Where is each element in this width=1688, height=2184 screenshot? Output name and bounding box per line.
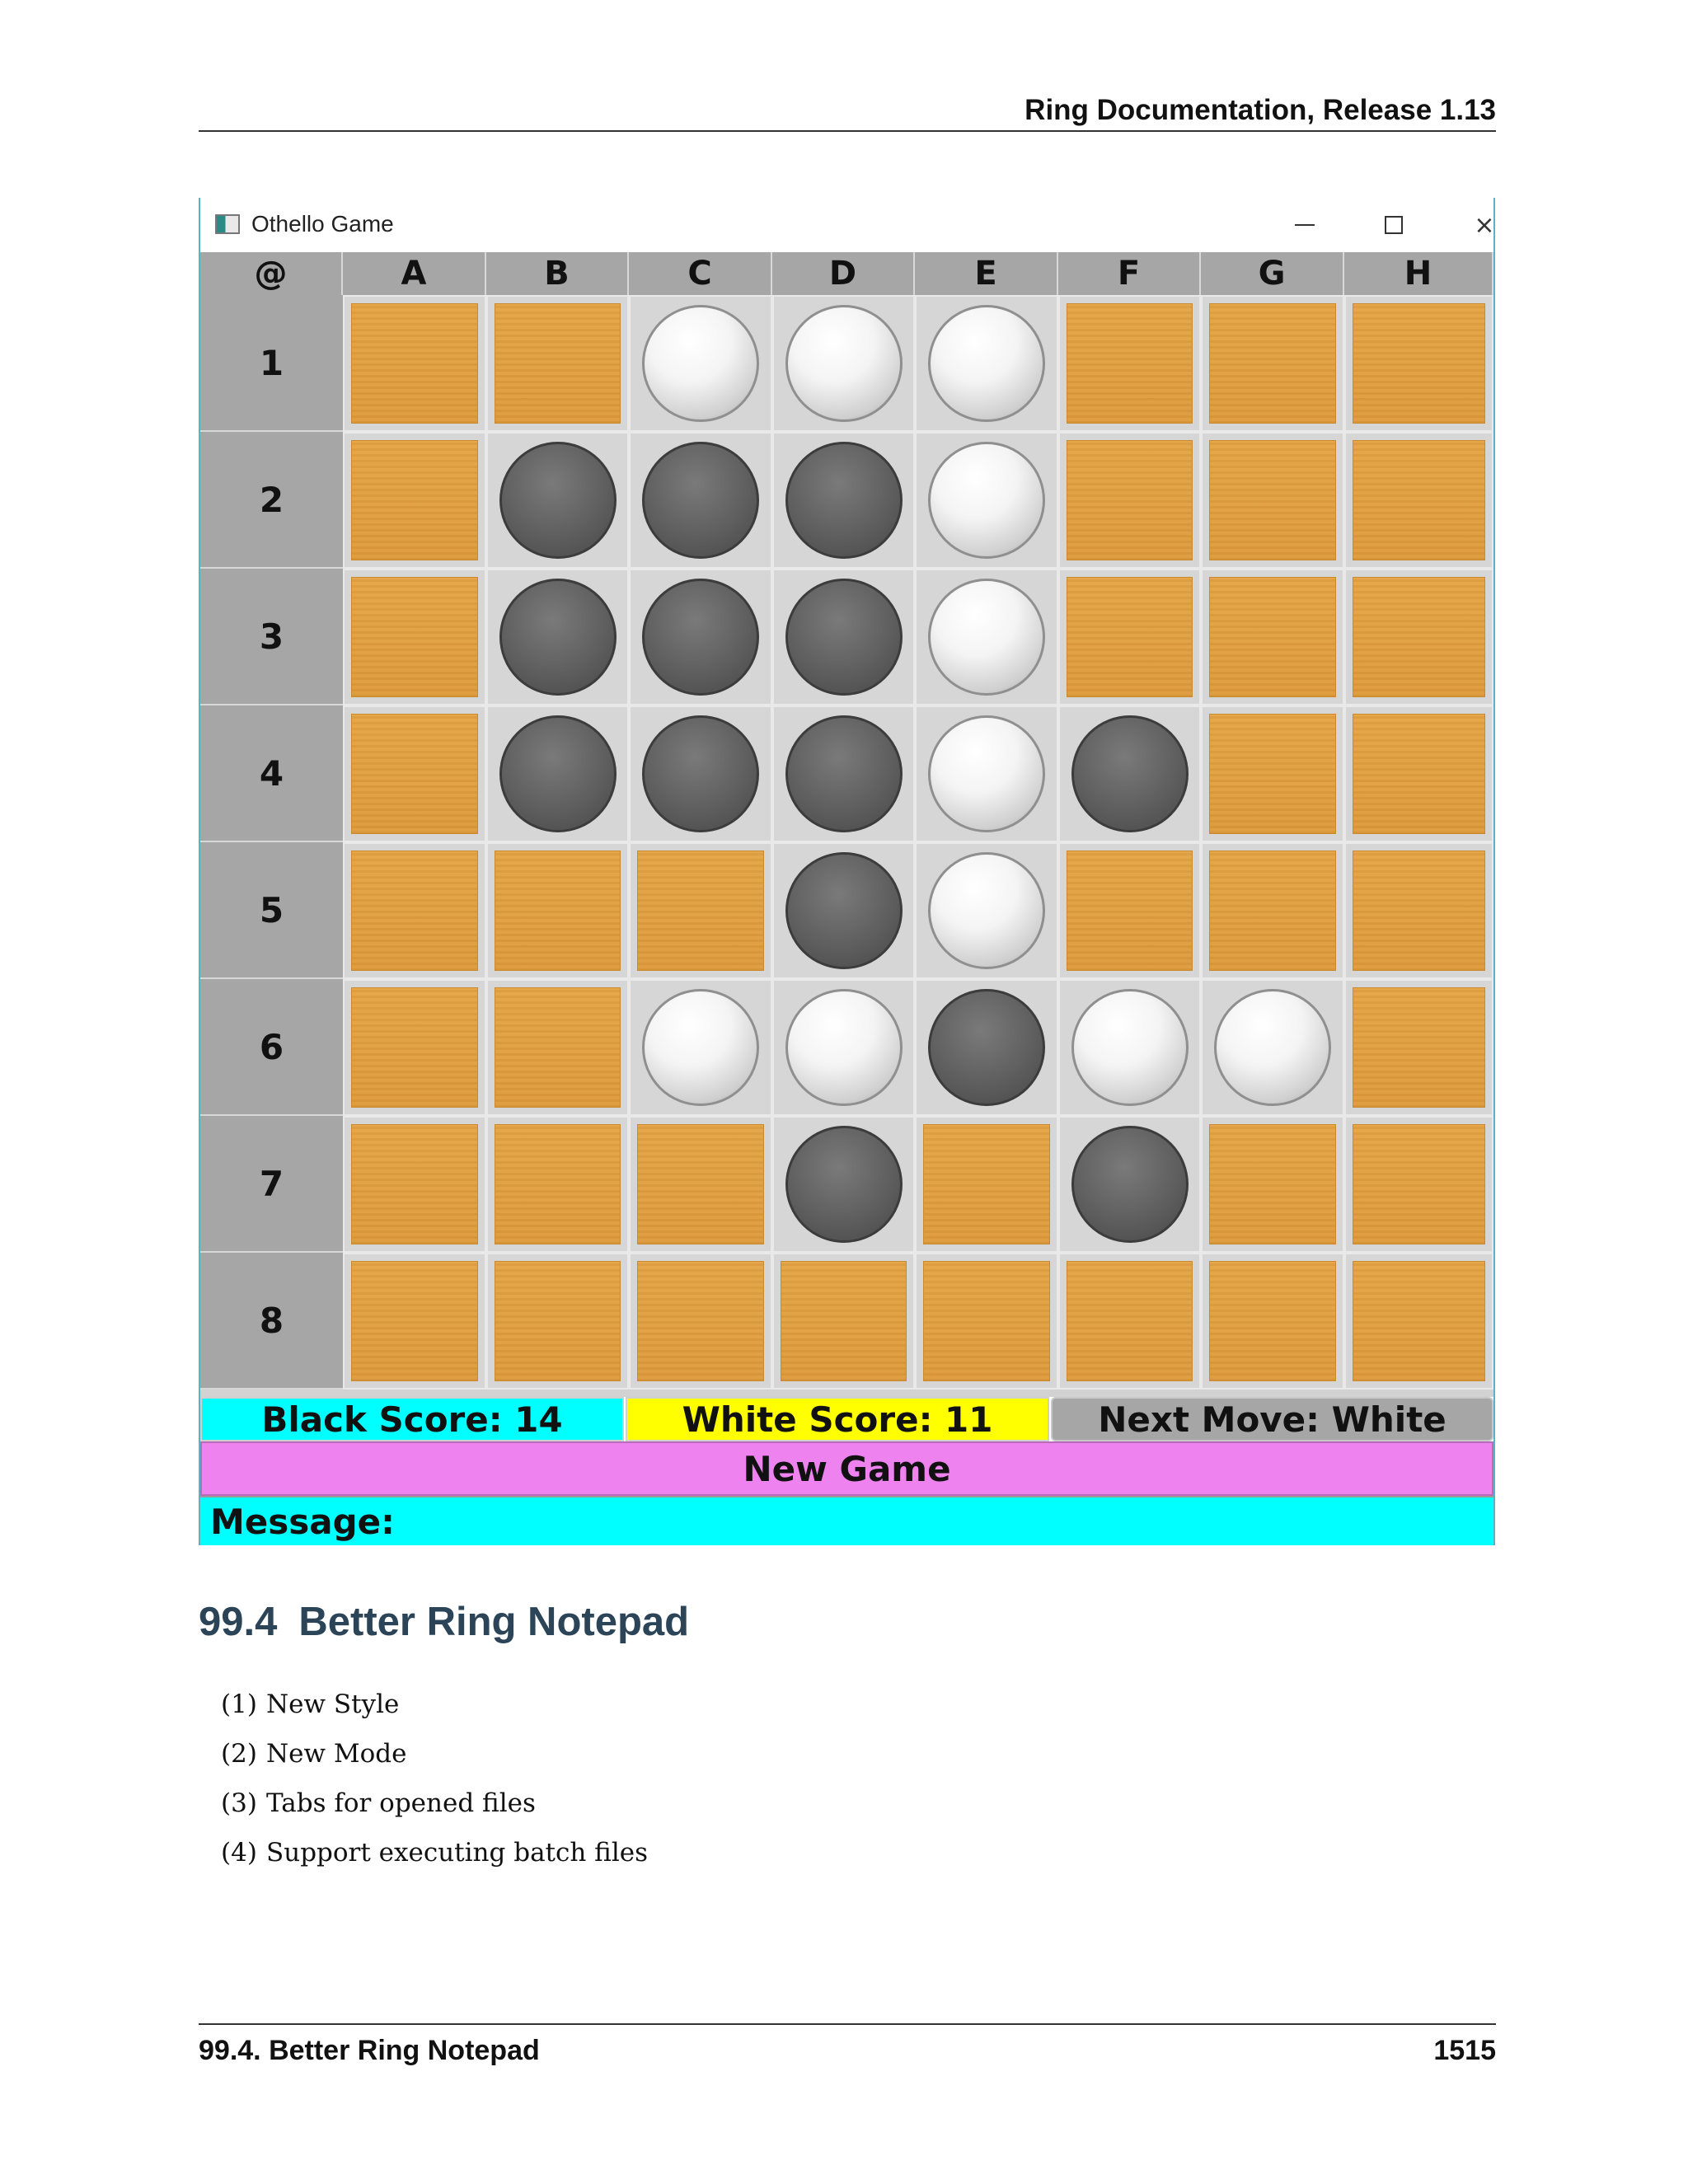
board-cell-e5[interactable] — [915, 842, 1058, 979]
row-header-2: 2 — [200, 432, 343, 569]
empty-square — [1353, 1124, 1485, 1244]
window-titlebar[interactable] — [200, 198, 1493, 252]
empty-square — [495, 851, 621, 971]
empty-square — [781, 1261, 907, 1381]
corner-header: @ — [200, 252, 343, 295]
empty-square — [1353, 303, 1485, 424]
empty-square — [495, 987, 621, 1108]
column-header-e: E — [915, 252, 1058, 295]
board-cell-f7[interactable] — [1058, 1116, 1201, 1253]
black-disc — [785, 715, 903, 832]
column-header-h: H — [1344, 252, 1493, 295]
list-item-text: New Style — [266, 1690, 400, 1719]
empty-square — [923, 1261, 1050, 1381]
column-header-g: G — [1201, 252, 1344, 295]
empty-square — [1209, 714, 1336, 834]
empty-square — [637, 851, 764, 971]
board-cell-g3[interactable] — [1201, 569, 1344, 705]
empty-square — [351, 714, 478, 834]
black-disc — [499, 715, 617, 832]
empty-square — [495, 1261, 621, 1381]
new-game-button[interactable]: New Game — [200, 1441, 1493, 1496]
app-window-icon — [215, 214, 240, 234]
board-cell-h2[interactable] — [1344, 432, 1493, 569]
board-cell-d8[interactable] — [772, 1253, 915, 1390]
board-cell-d6[interactable] — [772, 979, 915, 1116]
minimize-icon — [1295, 224, 1315, 226]
empty-square — [637, 1124, 764, 1244]
board-cell-c3[interactable] — [629, 569, 772, 705]
empty-square — [1067, 440, 1193, 560]
board-cell-g8[interactable] — [1201, 1253, 1344, 1390]
empty-square — [495, 303, 621, 424]
column-header-c: C — [629, 252, 772, 295]
board-cell-h4[interactable] — [1344, 705, 1493, 842]
list-item-text: Support executing batch files — [266, 1838, 649, 1868]
board-cell-e8[interactable] — [915, 1253, 1058, 1390]
board-cell-c7[interactable] — [629, 1116, 772, 1253]
minimize-button[interactable] — [1264, 198, 1346, 252]
board-cell-f4[interactable] — [1058, 705, 1201, 842]
board-cell-b4[interactable] — [486, 705, 629, 842]
feature-list — [221, 1690, 648, 1887]
black-disc — [785, 1126, 903, 1243]
board-cell-c2[interactable] — [629, 432, 772, 569]
running-footer — [199, 2023, 1496, 2074]
close-icon: × — [1474, 210, 1495, 240]
black-disc — [642, 579, 759, 696]
black-disc — [928, 989, 1045, 1106]
white-disc — [642, 989, 759, 1106]
empty-square — [1209, 851, 1336, 971]
window-title: Othello Game — [251, 211, 394, 237]
list-item-number: (3) — [221, 1788, 257, 1818]
row-header-4: 4 — [200, 705, 343, 842]
board-cell-e3[interactable] — [915, 569, 1058, 705]
white-disc — [1071, 989, 1189, 1106]
board-cell-f8[interactable] — [1058, 1253, 1201, 1390]
row-header-1: 1 — [200, 295, 343, 432]
board-cell-d3[interactable] — [772, 569, 915, 705]
black-disc — [785, 852, 903, 969]
board-cell-a1[interactable] — [343, 295, 486, 432]
close-button[interactable] — [1443, 198, 1526, 252]
empty-square — [1209, 577, 1336, 697]
empty-square — [1353, 1261, 1485, 1381]
board-cell-f3[interactable] — [1058, 569, 1201, 705]
empty-square — [1209, 1261, 1336, 1381]
list-item-text: Tabs for opened files — [266, 1788, 536, 1818]
page-number: 1515 — [1433, 2035, 1496, 2066]
empty-square — [351, 440, 478, 560]
white-disc — [928, 442, 1045, 559]
board-cell-g5[interactable] — [1201, 842, 1344, 979]
white-disc — [928, 305, 1045, 422]
board-cell-b1[interactable] — [486, 295, 629, 432]
empty-square — [1353, 714, 1485, 834]
board-cell-b5[interactable] — [486, 842, 629, 979]
white-disc — [928, 579, 1045, 696]
board-cell-a5[interactable] — [343, 842, 486, 979]
board-cell-a8[interactable] — [343, 1253, 486, 1390]
empty-square — [1209, 303, 1336, 424]
column-header-f: F — [1058, 252, 1201, 295]
white-score-label: White Score: 11 — [626, 1397, 1049, 1441]
board-cell-g1[interactable] — [1201, 295, 1344, 432]
white-disc — [642, 305, 759, 422]
row-header-5: 5 — [200, 842, 343, 979]
empty-square — [351, 577, 478, 697]
board-cell-d1[interactable] — [772, 295, 915, 432]
board-cell-g6[interactable] — [1201, 979, 1344, 1116]
white-disc — [928, 852, 1045, 969]
board-cell-g4[interactable] — [1201, 705, 1344, 842]
board-cell-g2[interactable] — [1201, 432, 1344, 569]
list-item — [221, 1690, 648, 1739]
black-disc — [499, 579, 617, 696]
list-item-number: (4) — [221, 1838, 257, 1868]
section-title: Better Ring Notepad — [298, 1600, 690, 1644]
black-disc — [1071, 1126, 1189, 1243]
row-header-8: 8 — [200, 1253, 343, 1390]
board-cell-e7[interactable] — [915, 1116, 1058, 1253]
white-disc — [928, 715, 1045, 832]
othello-board — [200, 252, 1493, 1397]
board-cell-h7[interactable] — [1344, 1116, 1493, 1253]
board-cell-d7[interactable] — [772, 1116, 915, 1253]
black-score-label: Black Score: 14 — [200, 1397, 624, 1441]
board-cell-e1[interactable] — [915, 295, 1058, 432]
board-cell-c1[interactable] — [629, 295, 772, 432]
empty-square — [1067, 303, 1193, 424]
empty-square — [1067, 1261, 1193, 1381]
empty-square — [1067, 577, 1193, 697]
board-cell-h1[interactable] — [1344, 295, 1493, 432]
board-cell-c5[interactable] — [629, 842, 772, 979]
board-cell-e2[interactable] — [915, 432, 1058, 569]
black-disc — [642, 442, 759, 559]
empty-square — [1067, 851, 1193, 971]
board-cell-b7[interactable] — [486, 1116, 629, 1253]
running-header — [199, 89, 1496, 132]
column-header-d: D — [772, 252, 915, 295]
maximize-button[interactable] — [1353, 198, 1435, 252]
empty-square — [351, 303, 478, 424]
board-cell-d5[interactable] — [772, 842, 915, 979]
othello-window — [199, 198, 1495, 1545]
empty-square — [495, 1124, 621, 1244]
empty-square — [351, 851, 478, 971]
black-disc — [1071, 715, 1189, 832]
board-cell-c4[interactable] — [629, 705, 772, 842]
board-cell-f2[interactable] — [1058, 432, 1201, 569]
board-cell-a7[interactable] — [343, 1116, 486, 1253]
empty-square — [351, 1124, 478, 1244]
empty-square — [1353, 577, 1485, 697]
black-disc — [785, 442, 903, 559]
black-disc — [785, 579, 903, 696]
board-cell-b2[interactable] — [486, 432, 629, 569]
white-disc — [785, 989, 903, 1106]
black-disc — [642, 715, 759, 832]
row-header-3: 3 — [200, 569, 343, 705]
empty-square — [923, 1124, 1050, 1244]
board-cell-f1[interactable] — [1058, 295, 1201, 432]
board-cell-h3[interactable] — [1344, 569, 1493, 705]
empty-square — [1353, 440, 1485, 560]
column-header-a: A — [343, 252, 486, 295]
empty-square — [1353, 851, 1485, 971]
empty-square — [637, 1261, 764, 1381]
maximize-icon — [1385, 216, 1403, 234]
list-item — [221, 1788, 648, 1838]
board-cell-d4[interactable] — [772, 705, 915, 842]
document-title: Ring Documentation, Release 1.13 — [1025, 94, 1496, 126]
board-cell-c8[interactable] — [629, 1253, 772, 1390]
empty-square — [1353, 987, 1485, 1108]
row-header-7: 7 — [200, 1116, 343, 1253]
board-cell-a3[interactable] — [343, 569, 486, 705]
list-item — [221, 1739, 648, 1788]
board-cell-h5[interactable] — [1344, 842, 1493, 979]
board-cell-b3[interactable] — [486, 569, 629, 705]
list-item-text: New Mode — [266, 1739, 407, 1769]
board-cell-a2[interactable] — [343, 432, 486, 569]
board-cell-a6[interactable] — [343, 979, 486, 1116]
black-disc — [499, 442, 617, 559]
column-header-b: B — [486, 252, 629, 295]
empty-square — [351, 987, 478, 1108]
list-item-number: (2) — [221, 1739, 257, 1769]
section-number: 99.4 — [199, 1600, 278, 1644]
board-cell-c6[interactable] — [629, 979, 772, 1116]
white-disc — [785, 305, 903, 422]
board-cell-b8[interactable] — [486, 1253, 629, 1390]
list-item — [221, 1838, 648, 1887]
row-header-6: 6 — [200, 979, 343, 1116]
section-heading — [199, 1599, 689, 1645]
board-cell-d2[interactable] — [772, 432, 915, 569]
board-cell-e6[interactable] — [915, 979, 1058, 1116]
empty-square — [351, 1261, 478, 1381]
board-cell-h6[interactable] — [1344, 979, 1493, 1116]
empty-square — [1209, 1124, 1336, 1244]
empty-square — [1209, 440, 1336, 560]
list-item-number: (1) — [221, 1690, 257, 1719]
message-label: Message: — [200, 1496, 1493, 1545]
board-cell-g7[interactable] — [1201, 1116, 1344, 1253]
board-cell-e4[interactable] — [915, 705, 1058, 842]
footer-section: 99.4. Better Ring Notepad — [199, 2035, 540, 2066]
board-cell-f5[interactable] — [1058, 842, 1201, 979]
board-cell-f6[interactable] — [1058, 979, 1201, 1116]
board-cell-b6[interactable] — [486, 979, 629, 1116]
white-disc — [1214, 989, 1331, 1106]
next-move-label: Next Move: White — [1051, 1397, 1493, 1441]
board-cell-h8[interactable] — [1344, 1253, 1493, 1390]
board-cell-a4[interactable] — [343, 705, 486, 842]
